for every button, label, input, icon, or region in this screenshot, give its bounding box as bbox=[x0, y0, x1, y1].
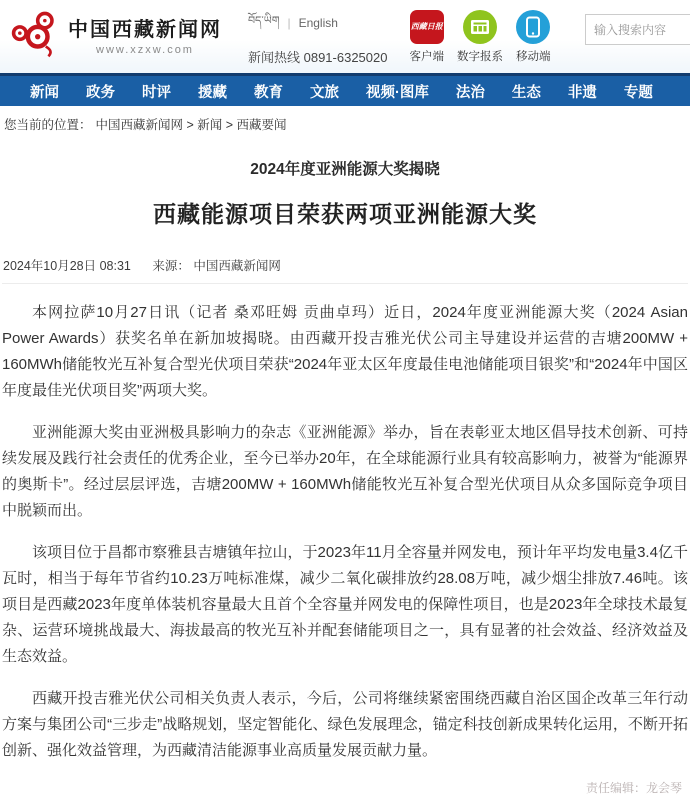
mobile-site-button[interactable] bbox=[516, 10, 551, 64]
news-hotline: 新闻热线 0891-6325020 bbox=[248, 49, 388, 65]
english-language-link[interactable]: English bbox=[298, 16, 338, 30]
nav-item[interactable]: 生态 bbox=[511, 84, 541, 101]
divider: | bbox=[287, 16, 291, 30]
divider bbox=[2, 283, 688, 284]
search-input[interactable] bbox=[585, 14, 690, 45]
nav-item[interactable]: 教育 bbox=[254, 84, 283, 101]
site-url: www.xzxw.com bbox=[96, 43, 194, 56]
breadcrumb-path[interactable]: 中国西藏新闻网 > 新闻 > 西藏要闻 bbox=[95, 118, 287, 132]
nav-item[interactable]: 文旅 bbox=[310, 84, 339, 101]
breadcrumb-label: 您当前的位置： bbox=[4, 118, 92, 132]
nav-item[interactable]: 专题 bbox=[623, 84, 653, 101]
main-nav bbox=[0, 73, 690, 106]
article-paragraph: 亚洲能源大奖由亚洲极具影响力的杂志《亚洲能源》举办，旨在表彰亚太地区倡导技术创新、可持续发展及践行社会责任的优秀企业，至今已举办20年，在全球能源行业具有较高影响力，被誉为“能源界的奥斯卡”。经过层层评选，吉塘200MW + 160MWh储能牧光互补复合型光伏项目从众多国际竞争项目中脱颖而出。 bbox=[2, 424, 688, 519]
nav-item[interactable]: 视频·图库 bbox=[366, 84, 429, 101]
header-contact bbox=[248, 8, 387, 66]
source-name: 中国西藏新闻网 bbox=[193, 259, 281, 273]
nav-item[interactable]: 援藏 bbox=[198, 84, 227, 101]
article-paragraph: 西藏开投吉雅光伏公司相关负责人表示，今后，公司将继续紧密围绕西藏自治区国企改革三年行动方案与集团公司“三步走”战略规划，坚定智能化、绿色发展理念，锚定科技创新成果转化运用，不断开拓创新、强化效益管理，为西藏清洁能源事业高质量发展贡献力量。 bbox=[2, 690, 688, 759]
editor-credit bbox=[2, 779, 688, 796]
newspaper-icon bbox=[463, 10, 497, 44]
article-paragraph: 本网拉萨10月27日讯（记者 桑邓旺姆 贡曲卓玛）近日，2024年度亚洲能源大奖（2024 Asian Power Awards）获奖名单在新加坡揭晓。由西藏开投吉雅光伏公司主导建设并运营的吉塘200MW + 160MWh储能牧光互补复合型光伏项目荣获“2024年亚太区年度最佳电池储能项目银奖”和“2024年中国区年度最佳光伏项目奖”两项大奖。 bbox=[2, 304, 688, 399]
tibet-daily-app-icon: 西藏日报 bbox=[410, 10, 444, 44]
article-title: 西藏能源项目荣获两项亚洲能源大奖 bbox=[153, 201, 537, 227]
publish-datetime: 2024年10月28日 08:31 bbox=[3, 259, 131, 273]
app-label: 移动端 bbox=[515, 50, 551, 63]
breadcrumb bbox=[0, 106, 690, 137]
nav-item[interactable]: 时评 bbox=[142, 84, 171, 101]
site-header bbox=[0, 0, 690, 73]
app-label: 客户端 bbox=[409, 50, 444, 63]
nav-item[interactable]: 政务 bbox=[86, 84, 115, 101]
editor-label: 责任编辑： bbox=[585, 781, 646, 795]
editor-name: 龙会琴 bbox=[645, 781, 682, 795]
site-logo[interactable] bbox=[8, 9, 222, 64]
header-apps bbox=[409, 10, 550, 64]
article-kicker: 2024年度亚洲能源大奖揭晓 bbox=[250, 161, 440, 178]
article-body bbox=[2, 300, 688, 764]
source-label: 来源： bbox=[152, 259, 190, 273]
article bbox=[0, 157, 690, 796]
nav-item[interactable]: 法治 bbox=[455, 84, 485, 101]
nav-item[interactable]: 非遗 bbox=[567, 84, 597, 101]
tibetan-language-link[interactable]: བོད་ཡིག bbox=[248, 14, 280, 27]
site-name: 中国西藏新闻网 bbox=[68, 18, 222, 41]
article-meta bbox=[2, 256, 688, 274]
client-app-button[interactable] bbox=[409, 10, 444, 64]
auspicious-cloud-icon bbox=[8, 9, 62, 64]
mobile-device-icon bbox=[516, 10, 550, 44]
nav-item[interactable]: 新闻 bbox=[30, 84, 59, 101]
digital-paper-button[interactable] bbox=[457, 10, 503, 64]
article-paragraph: 该项目位于昌都市察雅县吉塘镇年拉山，于2023年11月全容量并网发电，预计年平均发电量3.4亿千瓦时，相当于每年节省约10.23万吨标准煤，减少二氧化碳排放约28.08万吨，减少烟尘排放7.46吨。该项目是西藏2023年度单体装机容量最大且首个全容量并网发电的保障性项目，也是2023年全球技术最复杂、运营环境挑战最大、海拔最高的牧光互补并配套储能项目之一，具有显著的社会效益、经济效益及生态效益。 bbox=[2, 544, 688, 665]
app-label: 数字报系 bbox=[456, 50, 503, 63]
